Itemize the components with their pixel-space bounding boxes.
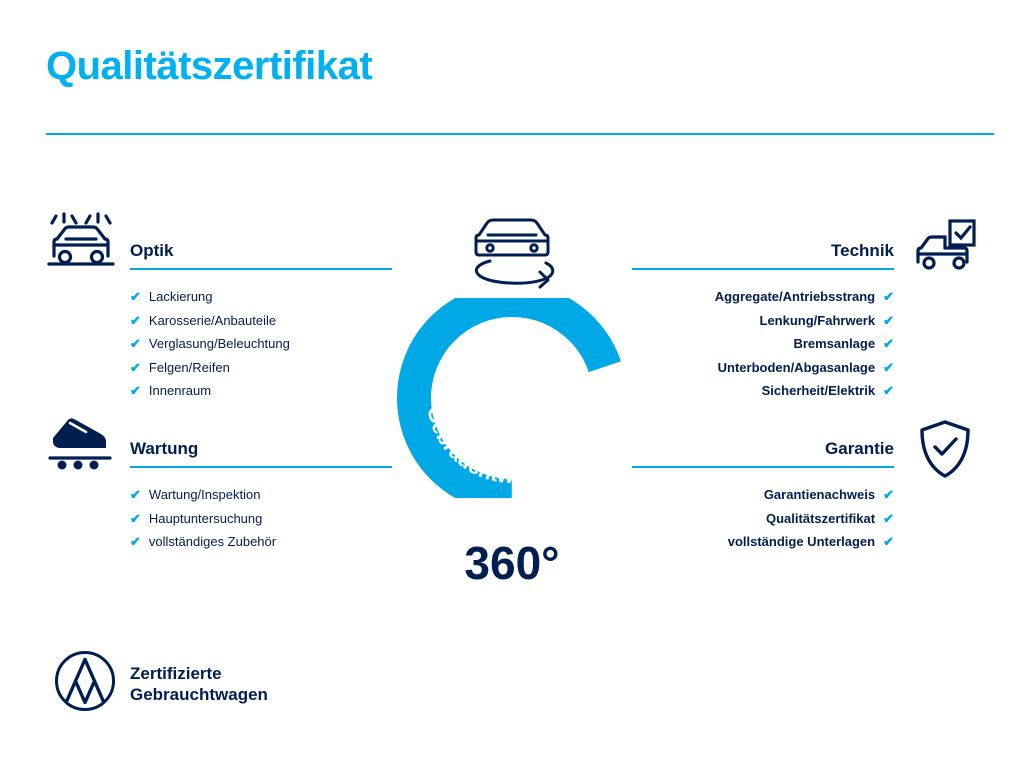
list-item: [130, 356, 392, 380]
check-icon: ✔: [883, 289, 894, 304]
list-item: [632, 379, 894, 403]
list-item-label: Verglasung/Beleuchtung: [148, 336, 290, 351]
section-divider-garantie: [632, 466, 894, 468]
check-icon: ✔: [883, 383, 894, 398]
list-item: [130, 332, 392, 356]
list-item-label: Wartung/Inspektion: [148, 487, 261, 502]
brand-text: [130, 663, 268, 705]
check-icon: ✔: [130, 359, 141, 375]
check-icon: ✔: [130, 336, 141, 351]
list-item-label: vollständige Unterlagen: [727, 534, 876, 549]
check-icon: ✔: [883, 510, 894, 526]
check-icon: ✔: [130, 487, 141, 502]
shield-check-icon: [918, 418, 972, 485]
section-divider-wartung: [130, 466, 392, 468]
list-item-label: Qualitätszertifikat: [766, 510, 876, 526]
list-item: [130, 309, 392, 333]
car-checklist-icon: [914, 218, 978, 279]
list-item-label: Lackierung: [148, 289, 213, 304]
ring-gauge: [372, 298, 652, 498]
section-title-technik: Technik: [831, 241, 894, 260]
list-item: [632, 332, 894, 356]
list-item-label: Garantienachweis: [763, 487, 876, 502]
checklist-technik: [632, 285, 894, 403]
car-360-icon: [460, 208, 564, 299]
section-garantie: [632, 440, 894, 554]
car-service-lift-icon: [46, 414, 116, 479]
list-item-label: vollständiges Zubehör: [148, 534, 277, 549]
list-item: [130, 530, 392, 554]
list-item: [632, 285, 894, 309]
section-divider-optik: [130, 268, 392, 270]
checklist-optik: [130, 285, 392, 403]
list-item-label: Karosserie/Anbauteile: [148, 312, 277, 328]
check-icon: ✔: [883, 534, 894, 549]
list-item: [130, 285, 392, 309]
list-item-label: Sicherheit/Elektrik: [761, 383, 876, 398]
list-item-label: Hauptuntersuchung: [148, 510, 263, 526]
brand-line-2: Gebrauchtwagen: [130, 684, 268, 704]
section-title-garantie: Garantie: [825, 439, 894, 458]
list-item: [632, 483, 894, 507]
section-title-optik: Optik: [130, 241, 174, 260]
section-optik: [130, 242, 392, 403]
checklist-wartung: [130, 483, 392, 554]
page-title: Qualitätszertifikat: [46, 44, 373, 88]
list-item: [632, 309, 894, 333]
footer-brand: [54, 650, 268, 717]
list-item: [130, 379, 392, 403]
badge-value: 360°: [464, 537, 560, 589]
car-wash-icon: [46, 212, 116, 279]
list-item-label: Bremsanlage: [793, 336, 876, 351]
check-icon: ✔: [130, 510, 141, 526]
check-icon: ✔: [883, 487, 894, 502]
vw-logo-icon: [54, 650, 116, 717]
section-technik: [632, 242, 894, 403]
checklist-garantie: [632, 483, 894, 554]
list-item: [130, 507, 392, 531]
check-icon: ✔: [883, 336, 894, 351]
list-item: [130, 483, 392, 507]
check-icon: ✔: [883, 312, 894, 328]
section-divider-technik: [632, 268, 894, 270]
list-item-label: Lenkung/Fahrwerk: [759, 312, 876, 328]
list-item-label: Felgen/Reifen: [148, 359, 230, 375]
section-wartung: [130, 440, 392, 554]
list-item-label: Aggregate/Antriebsstrang: [714, 289, 876, 304]
check-icon: ✔: [130, 312, 141, 328]
list-item: [632, 356, 894, 380]
title-divider: [46, 133, 994, 135]
list-item: [632, 530, 894, 554]
brand-line-1: Zertifizierte: [130, 663, 222, 683]
badge-360-check: [372, 200, 652, 589]
ring-arc-label: Gebrauchtwagen-Check: [422, 404, 602, 489]
check-icon: ✔: [130, 383, 141, 398]
check-icon: ✔: [130, 289, 141, 304]
list-item: [632, 507, 894, 531]
list-item-label: Innenraum: [148, 383, 212, 398]
section-title-wartung: Wartung: [130, 439, 199, 458]
list-item-label: Unterboden/Abgasanlage: [717, 359, 876, 375]
check-icon: ✔: [130, 534, 141, 549]
check-icon: ✔: [883, 359, 894, 375]
